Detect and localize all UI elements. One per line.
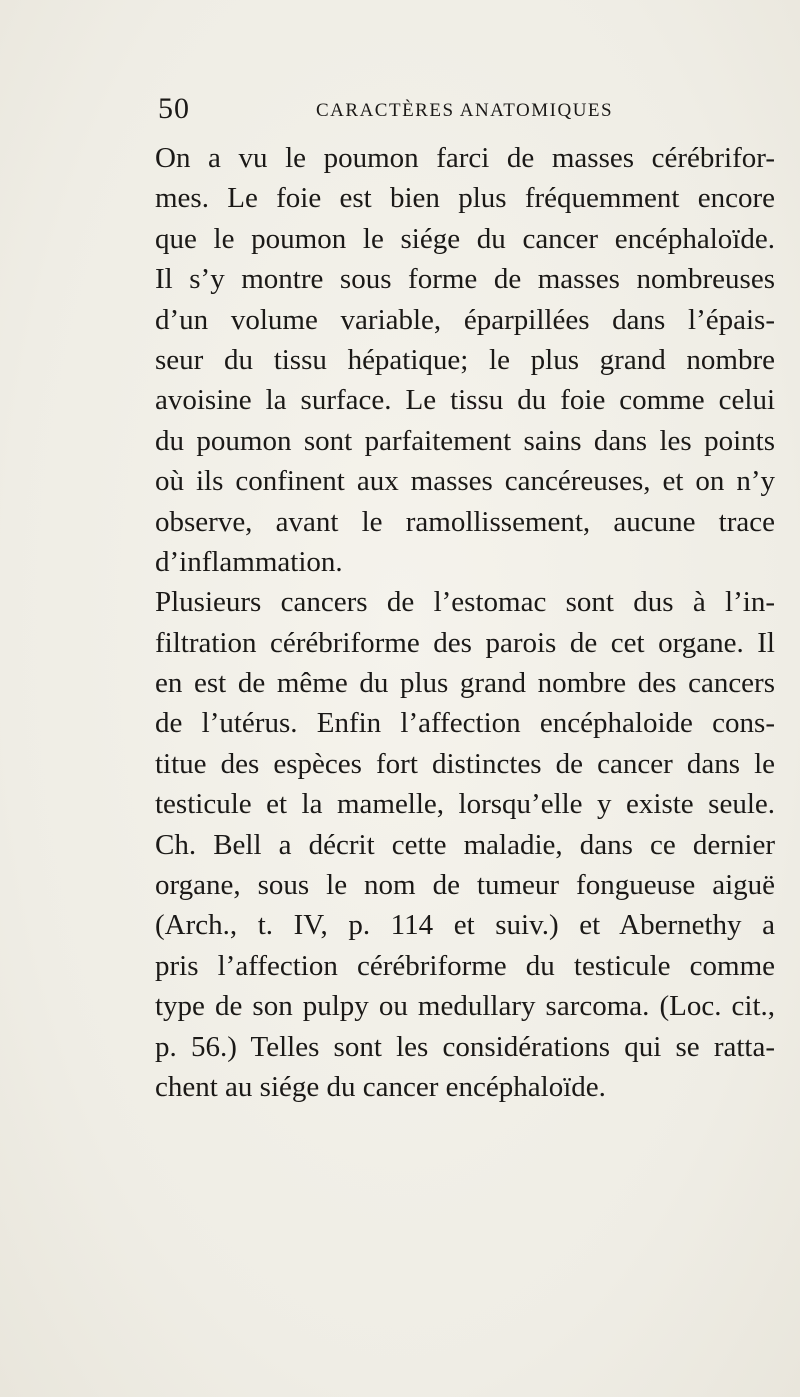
text-line: type de son pulpy ou medullary sarcoma. (Loc. cit., [155,990,775,1023]
text-line: titue des espèces fort distinctes de cancer dans le [155,747,775,780]
text-line: avoisine la surface. Le tissu du foie comme celui [155,384,775,417]
text-line: que le poumon le siége du cancer encéphaloïde. [155,222,775,255]
text-line: en est de même du plus grand nombre des cancers [155,667,775,700]
text-line: d’un volume variable, éparpillées dans l’épais- [155,303,775,336]
body-text [155,138,775,1107]
page-header [158,92,758,132]
text-line: On a vu le poumon farci de masses cérébrifor- [155,142,775,174]
text-line: de l’utérus. Enfin l’affection encéphaloide cons- [155,707,775,740]
text-line: Plusieurs cancers de l’estomac sont dus à l’in- [155,586,775,619]
text-line: filtration cérébriforme des parois de cet organe. Il [155,626,775,659]
text-line: p. 56.) Telles sont les considérations qui se ratta- [155,1030,775,1063]
text-line: du poumon sont parfaitement sains dans les points [155,424,775,457]
text-line: (Arch., t. IV, p. 114 et suiv.) et Abernethy a [155,909,775,942]
text-line: observe, avant le ramollissement, aucune trace [155,505,775,538]
text-line: pris l’affection cérébriforme du testicule comme [155,949,775,982]
text-line: mes. Le foie est bien plus fréquemment encore [155,182,775,215]
text-line: testicule et la mamelle, lorsqu’elle y existe seule. [155,788,775,821]
page-number: 50 [158,92,190,125]
text-line: Il s’y montre sous forme de masses nombreuses [155,263,775,296]
text-line: d’inflammation. [155,545,343,578]
text-line: organe, sous le nom de tumeur fongueuse aiguë [155,869,775,902]
text-line: chent au siége du cancer encéphaloïde. [155,1070,606,1103]
running-head: CARACTÈRES ANATOMIQUES [316,100,614,121]
text-line: Ch. Bell a décrit cette maladie, dans ce dernier [155,828,775,861]
text-line: où ils confinent aux masses cancéreuses, et on n’y [155,465,775,498]
text-line: seur du tissu hépatique; le plus grand nombre [155,343,775,376]
